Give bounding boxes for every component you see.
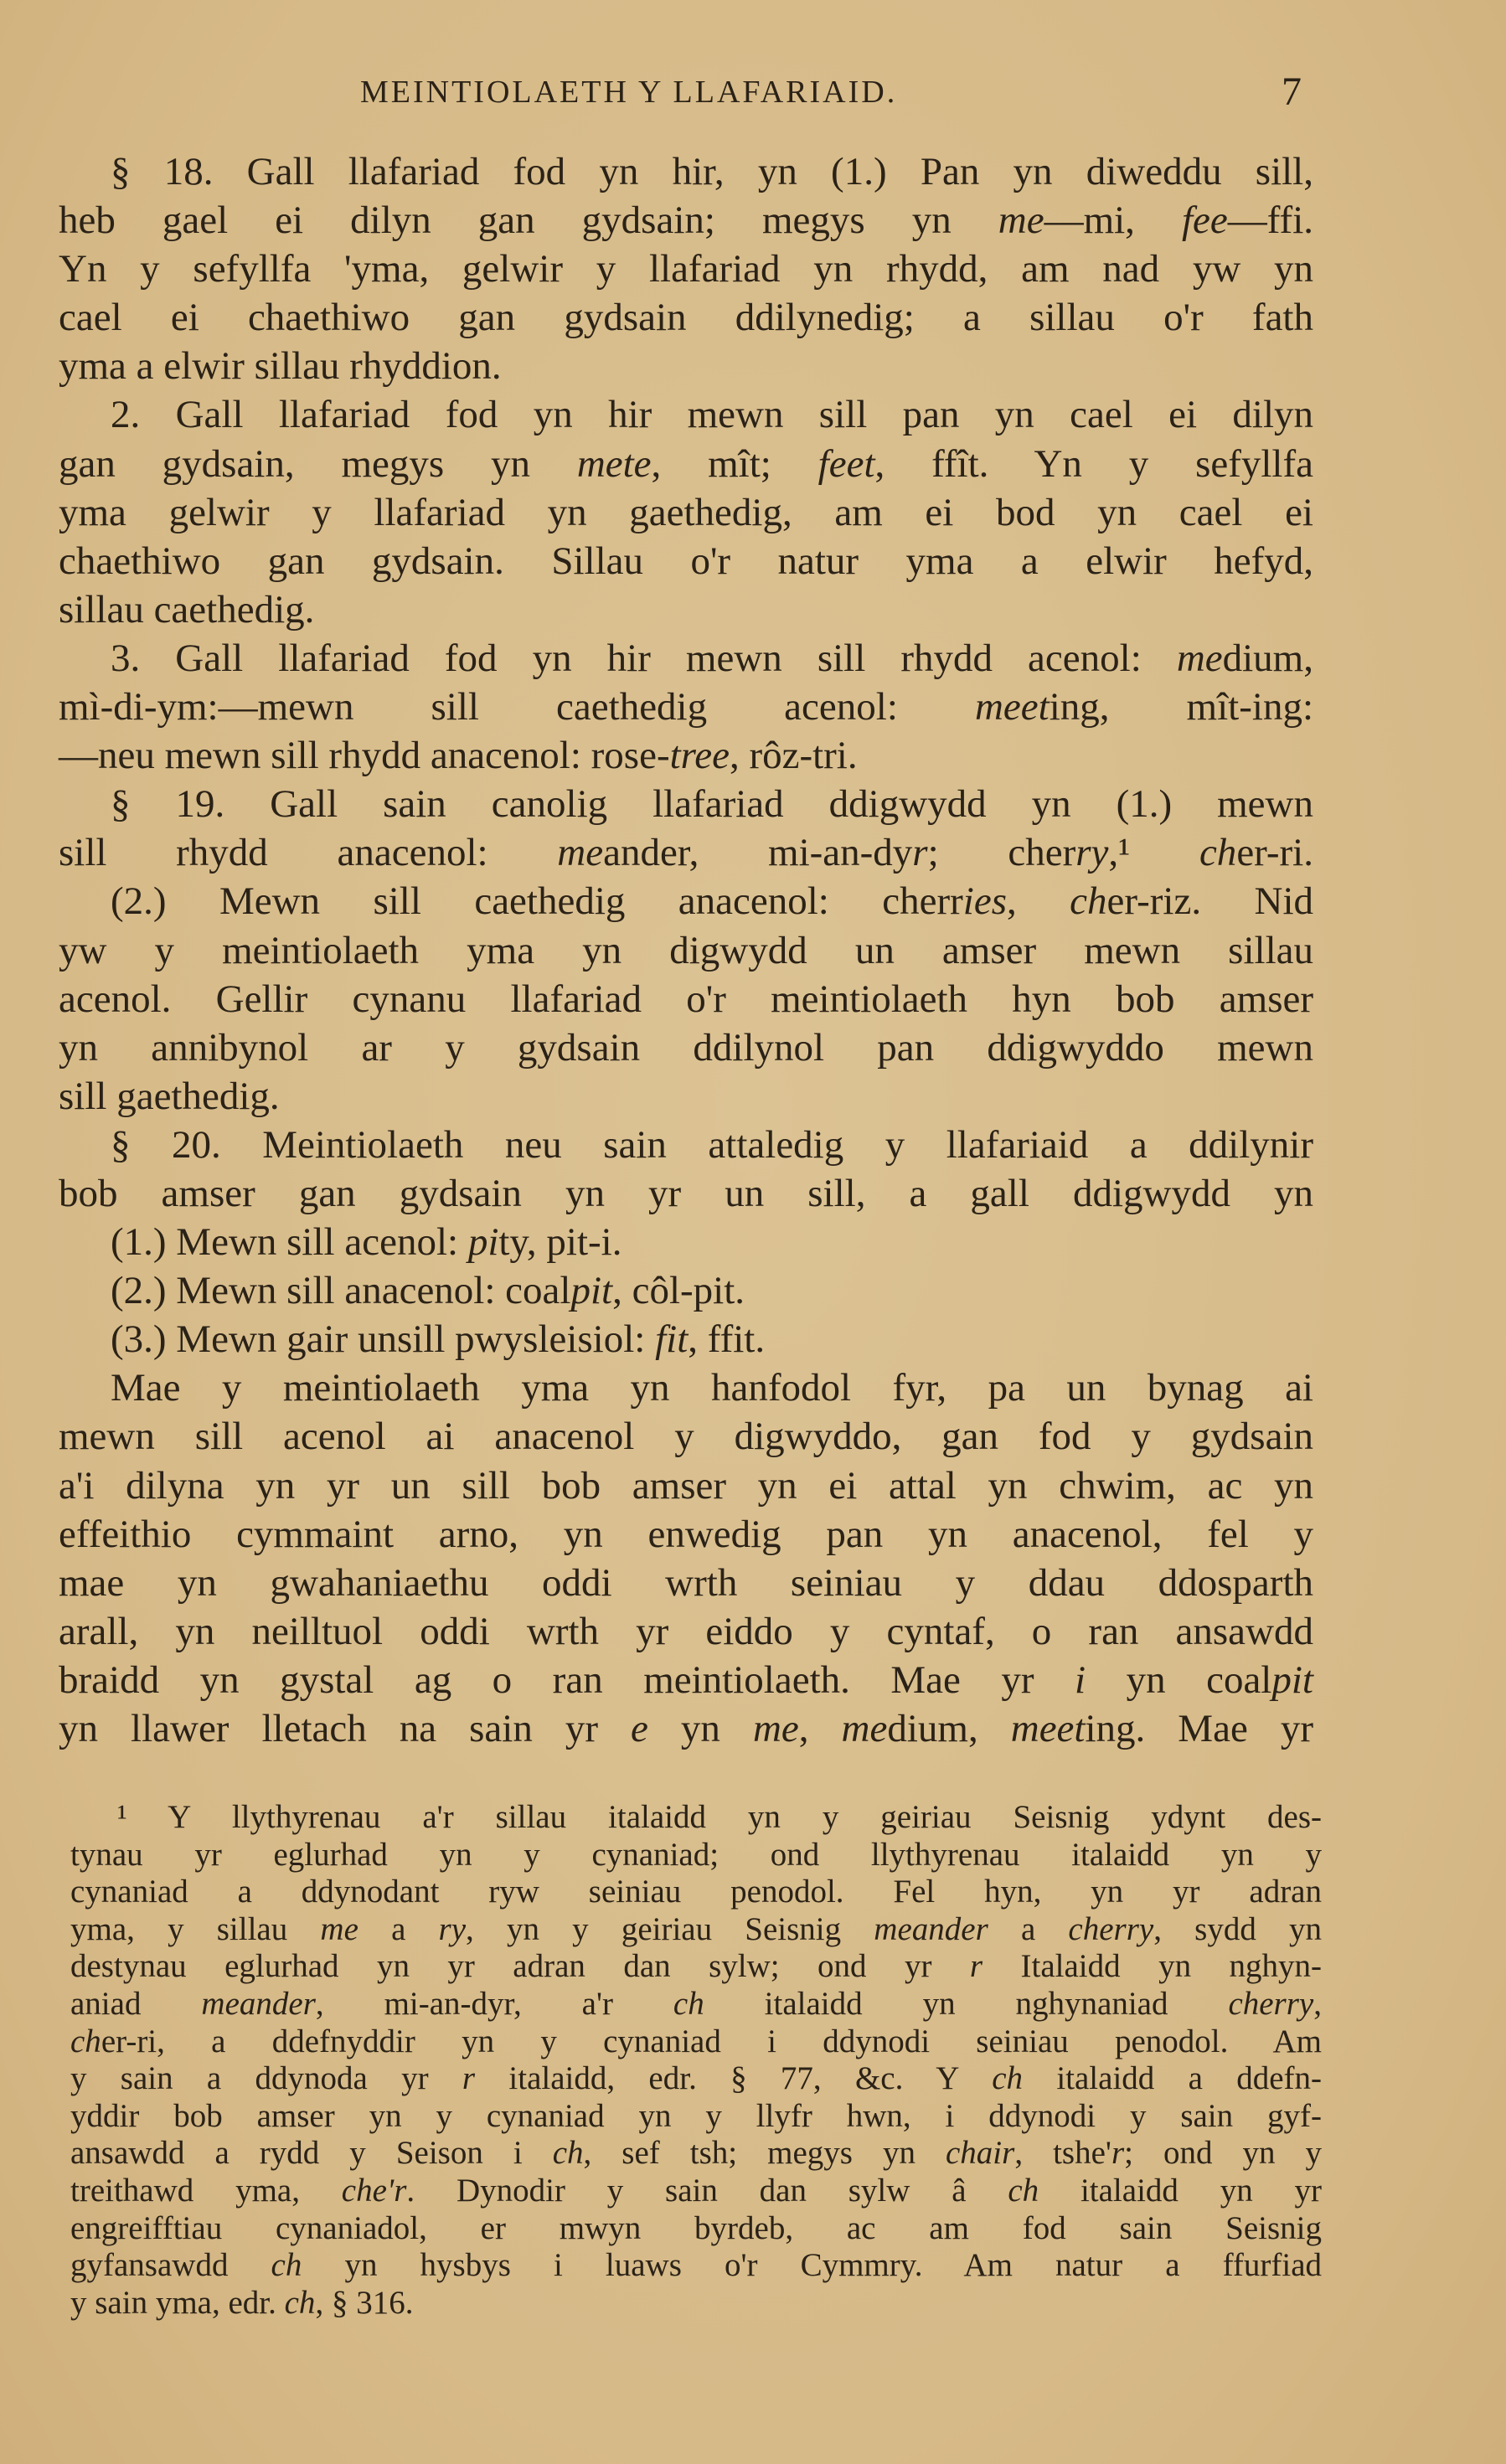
text-line bbox=[59, 1266, 1313, 1315]
text-run: chaethiwo gan gydsain. Sillau o'r natur yma a elwir hefyd, bbox=[59, 539, 1313, 583]
text-line bbox=[70, 1911, 1322, 1949]
text-run: , sef tsh; megys yn bbox=[583, 2135, 946, 2172]
text-run: ander, mi-an-dy bbox=[603, 831, 913, 875]
text-run: —neu mewn sill rhydd anacenol: rose- bbox=[59, 734, 670, 778]
running-title: MEINTIOLAETH Y LLAFARIAID. bbox=[360, 75, 898, 110]
text-run: ing, mît-ing: bbox=[1049, 685, 1314, 729]
italic-text: pit bbox=[570, 1269, 613, 1313]
text-line bbox=[59, 1023, 1313, 1072]
italic-text: me bbox=[1176, 636, 1223, 680]
text-run: engreifftiau cynaniadol, er mwyn byrdeb, ac am fod sain Seisnig bbox=[70, 2209, 1322, 2246]
italic-text: ch bbox=[1199, 831, 1237, 875]
text-run: italaidd a ddefn- bbox=[1023, 2060, 1322, 2097]
text-line bbox=[59, 828, 1313, 877]
italic-text: meet bbox=[974, 685, 1050, 729]
text-run: § 19. Gall sain canolig llafariad ddigwydd yn (1.) mewn bbox=[111, 782, 1313, 827]
text-run: mewn sill acenol ai anacenol y digwyddo, gan fod y gydsain bbox=[59, 1415, 1313, 1459]
italic-text: meander bbox=[201, 1985, 316, 2022]
italic-text: ch bbox=[552, 2135, 584, 2172]
text-line bbox=[59, 293, 1313, 342]
italic-text: cherry bbox=[1068, 1910, 1154, 1947]
text-run: (1.) Mewn sill acenol: bbox=[111, 1220, 468, 1265]
italic-text: fee bbox=[1181, 198, 1228, 243]
text-line bbox=[59, 877, 1313, 925]
text-run: ty, pit-i. bbox=[498, 1220, 622, 1265]
text-run: , bbox=[1007, 879, 1070, 924]
text-run: bob amser gan gydsain yn yr un sill, a gall ddigwydd yn bbox=[59, 1171, 1313, 1215]
italic-text: me bbox=[557, 831, 604, 875]
text-line bbox=[59, 1169, 1313, 1218]
text-run: yn llawer lletach na sain yr bbox=[59, 1707, 632, 1750]
text-run: , § 316. bbox=[315, 2284, 414, 2321]
italic-text: cherry bbox=[1228, 1985, 1314, 2022]
text-run: (2.) Mewn sill caethedig anacenol: cherr bbox=[111, 879, 963, 924]
text-run: 3. Gall llafariad fod yn hir mewn sill rhydd acenol: bbox=[111, 636, 1177, 680]
text-run: ; cher bbox=[927, 831, 1076, 875]
main-text bbox=[59, 147, 1313, 1753]
text-run: tynau yr eglurhad yn y cynaniad; ond llythyrenau italaidd yn y bbox=[70, 1836, 1322, 1873]
text-line bbox=[59, 975, 1313, 1023]
italic-text: r bbox=[969, 1948, 983, 1985]
text-line bbox=[59, 731, 1313, 780]
text-run: yn bbox=[647, 1707, 753, 1750]
text-run: destynau eglurhad yn yr adran dan sylw; ond yr bbox=[70, 1948, 970, 1985]
page-number: 7 bbox=[1282, 70, 1302, 114]
text-run: dium, bbox=[887, 1707, 1011, 1750]
italic-text: meander bbox=[874, 1910, 988, 1947]
text-run: heb gael ei dilyn gan gydsain; megys yn bbox=[59, 198, 998, 243]
text-run: Mae y meintiolaeth yma yn hanfodol fyr, pa un bynag ai bbox=[111, 1366, 1313, 1410]
text-run: sill gaethedig. bbox=[59, 1074, 280, 1118]
running-header bbox=[0, 70, 1506, 116]
text-line bbox=[70, 2060, 1322, 2098]
text-run: —ffi. bbox=[1227, 198, 1314, 243]
text-run: yn annibynol ar y gydsain ddilynol pan ddigwyddo mewn bbox=[59, 1025, 1313, 1070]
text-run: a bbox=[358, 1910, 439, 1947]
text-line bbox=[59, 1315, 1313, 1363]
text-run: braidd yn gystal ag o ran meintiolaeth. Mae yr bbox=[59, 1657, 1075, 1702]
italic-text: i bbox=[1075, 1657, 1086, 1702]
text-run: er-riz. Nid bbox=[1106, 879, 1313, 924]
italic-text: ch bbox=[992, 2060, 1024, 2097]
text-run: cael ei chaethiwo gan gydsain ddilynedig; a sillau o'r fath bbox=[59, 296, 1313, 340]
text-line bbox=[59, 390, 1313, 439]
text-line bbox=[70, 2098, 1322, 2136]
text-run: y sain a ddynoda yr bbox=[70, 2060, 462, 2097]
text-run: 2. Gall llafariad fod yn hir mewn sill pan yn cael ei dilyn bbox=[111, 393, 1313, 437]
text-run: , sydd yn bbox=[1153, 1910, 1322, 1947]
text-run: , ffît. Yn y sefyllfa bbox=[874, 441, 1313, 486]
text-run: , yn y geiriau Seisnig bbox=[466, 1910, 874, 1947]
text-run: yddir bob amser yn y cynaniad yn y llyfr hwn, i ddynodi y sain gyf- bbox=[70, 2097, 1322, 2134]
text-run: italaidd yn yr bbox=[1039, 2172, 1322, 2209]
italic-text: tree bbox=[669, 734, 730, 778]
text-line bbox=[59, 196, 1313, 245]
text-run: —mi, bbox=[1044, 198, 1182, 243]
text-line bbox=[59, 1412, 1313, 1461]
text-line bbox=[59, 1607, 1313, 1656]
text-run: , bbox=[1313, 1985, 1322, 2022]
text-run: cynaniad a ddynodant ryw seiniau penodol. Fel hyn, yn yr adran bbox=[70, 1874, 1322, 1910]
text-run: , ffit. bbox=[688, 1317, 766, 1362]
text-run: ¹ Y llythyrenau a'r sillau italaidd yn y geiriau Seisnig ydynt des- bbox=[117, 1799, 1322, 1835]
text-line bbox=[70, 2247, 1322, 2285]
text-run: § 20. Meintiolaeth neu sain attaledig y llafariaid a ddilynir bbox=[111, 1122, 1313, 1167]
text-run: acenol. Gellir cynanu llafariad o'r meintiolaeth hyn bob amser bbox=[59, 977, 1313, 1021]
text-line bbox=[70, 2285, 1322, 2322]
italic-text: r bbox=[912, 831, 928, 875]
text-run: mae yn gwahaniaethu oddi wrth seiniau y ddau ddosparth bbox=[59, 1560, 1313, 1605]
text-line bbox=[70, 1799, 1322, 1837]
text-run: dium, bbox=[1222, 636, 1313, 680]
italic-text: ch bbox=[1008, 2172, 1039, 2209]
text-run: sill rhydd anacenol: bbox=[59, 831, 558, 875]
italic-text: feet bbox=[817, 441, 875, 486]
italic-text: meet bbox=[1010, 1707, 1086, 1750]
text-run: yma a elwir sillau rhyddion. bbox=[59, 344, 502, 389]
text-run: aniad bbox=[70, 1985, 202, 2022]
italic-text: ies bbox=[962, 879, 1008, 924]
text-line bbox=[59, 1656, 1313, 1704]
italic-text: ch bbox=[1070, 879, 1107, 924]
text-run: , côl-pit. bbox=[612, 1269, 745, 1313]
italic-text: mete bbox=[576, 441, 652, 486]
text-line bbox=[59, 342, 1313, 390]
text-run: treithawd yma, bbox=[70, 2172, 342, 2209]
text-line bbox=[59, 1363, 1313, 1412]
text-run: ; ond yn y bbox=[1124, 2135, 1323, 2172]
text-run: yn hysbys i luaws o'r Cymmry. Am natur a ffurfiad bbox=[302, 2247, 1323, 2284]
text-line bbox=[59, 1218, 1313, 1266]
text-line bbox=[59, 780, 1313, 828]
text-line bbox=[59, 1510, 1313, 1559]
text-run: arall, yn neilltuol oddi wrth yr eiddo y cyntaf, o ran ansawdd bbox=[59, 1609, 1313, 1653]
text-run: effeithio cymmaint arno, yn enwedig pan yn anacenol, fel y bbox=[59, 1512, 1313, 1556]
text-run: mì-di-ym:—mewn sill caethedig acenol: bbox=[59, 685, 975, 729]
text-run: (2.) Mewn sill anacenol: coal bbox=[111, 1269, 571, 1313]
text-line bbox=[70, 2135, 1322, 2173]
italic-text: chair bbox=[945, 2135, 1015, 2172]
text-run: yn coal bbox=[1086, 1657, 1272, 1702]
footnote bbox=[70, 1799, 1322, 2322]
text-run: , mît; bbox=[651, 441, 818, 486]
text-run: sillau caethedig. bbox=[59, 587, 315, 631]
italic-text: me bbox=[752, 1707, 799, 1750]
text-run: a'i dilyna yn yr un sill bob amser yn ei attal yn chwim, ac yn bbox=[59, 1463, 1313, 1508]
text-line bbox=[70, 1874, 1322, 1911]
text-line bbox=[59, 537, 1313, 585]
text-line bbox=[59, 683, 1313, 731]
italic-text: r bbox=[1111, 2135, 1125, 2172]
text-run: , tshe' bbox=[1014, 2135, 1111, 2172]
text-line bbox=[70, 2210, 1322, 2248]
text-line bbox=[59, 147, 1313, 196]
italic-text: pi bbox=[467, 1220, 499, 1265]
text-run: yma gelwir y llafariad yn gaethedig, am ei bod yn cael ei bbox=[59, 490, 1313, 534]
text-run: gyfansawdd bbox=[70, 2247, 271, 2284]
italic-text: ry bbox=[438, 1910, 467, 1947]
italic-text: me bbox=[998, 198, 1044, 243]
text-run: Italaidd yn nghyn- bbox=[983, 1948, 1322, 1985]
text-line bbox=[70, 2023, 1322, 2061]
text-run: italaidd, edr. § 77, &c. Y bbox=[475, 2060, 993, 2097]
text-line bbox=[59, 440, 1313, 488]
text-run: yma, y sillau bbox=[70, 1910, 321, 1947]
text-run: italaidd yn nghynaniad bbox=[704, 1985, 1229, 2022]
text-run: , mi-an-dyr, a'r bbox=[315, 1985, 673, 2022]
text-run: yw y meintiolaeth yma yn digwydd un amser mewn sillau bbox=[59, 928, 1313, 972]
italic-text: ch bbox=[673, 1985, 704, 2022]
text-run: . Dynodir y sain dan sylw â bbox=[406, 2172, 1008, 2209]
text-line bbox=[59, 1461, 1313, 1510]
text-run: , bbox=[798, 1707, 842, 1750]
italic-text: e bbox=[631, 1707, 648, 1750]
text-run: er-ri. bbox=[1236, 831, 1313, 875]
italic-text: che'r bbox=[341, 2172, 407, 2209]
text-line bbox=[70, 1986, 1322, 2023]
text-run: ,¹ bbox=[1108, 831, 1199, 875]
text-run: a bbox=[988, 1910, 1069, 1947]
text-line bbox=[70, 2173, 1322, 2210]
text-run: ing. Mae yr bbox=[1085, 1707, 1313, 1750]
text-line bbox=[59, 1072, 1313, 1121]
italic-text: ch bbox=[271, 2247, 302, 2284]
italic-text: r bbox=[462, 2060, 476, 2097]
text-line bbox=[59, 1121, 1313, 1169]
text-line bbox=[70, 1948, 1322, 1986]
text-line bbox=[59, 488, 1313, 537]
text-run: (3.) Mewn gair unsill pwysleisiol: bbox=[111, 1317, 656, 1362]
text-line bbox=[59, 585, 1313, 634]
text-line bbox=[59, 1704, 1313, 1753]
text-line bbox=[59, 1559, 1313, 1607]
text-line bbox=[59, 926, 1313, 975]
italic-text: fit bbox=[655, 1317, 689, 1362]
text-run: , rôz-tri. bbox=[729, 734, 858, 778]
text-line bbox=[70, 1837, 1322, 1874]
text-run: y sain yma, edr. bbox=[70, 2284, 285, 2321]
text-line bbox=[59, 634, 1313, 683]
italic-text: pit bbox=[1271, 1657, 1313, 1702]
italic-text: ch bbox=[70, 2023, 101, 2059]
italic-text: me bbox=[320, 1910, 358, 1947]
text-run: er-ri, a ddefnyddir yn y cynaniad i ddynodi seiniau penodol. Am bbox=[101, 2023, 1322, 2059]
text-run: ansawdd a rydd y Seison i bbox=[70, 2135, 553, 2172]
text-run: gan gydsain, megys yn bbox=[59, 441, 577, 486]
text-line bbox=[59, 245, 1313, 293]
text-run: Yn y sefyllfa 'yma, gelwir y llafariad yn rhydd, am nad yw yn bbox=[59, 247, 1313, 291]
italic-text: ch bbox=[284, 2284, 316, 2321]
italic-text: me bbox=[841, 1707, 888, 1750]
italic-text: ry bbox=[1075, 831, 1109, 875]
text-run: § 18. Gall llafariad fod yn hir, yn (1.) Pan yn diweddu sill, bbox=[111, 150, 1313, 193]
